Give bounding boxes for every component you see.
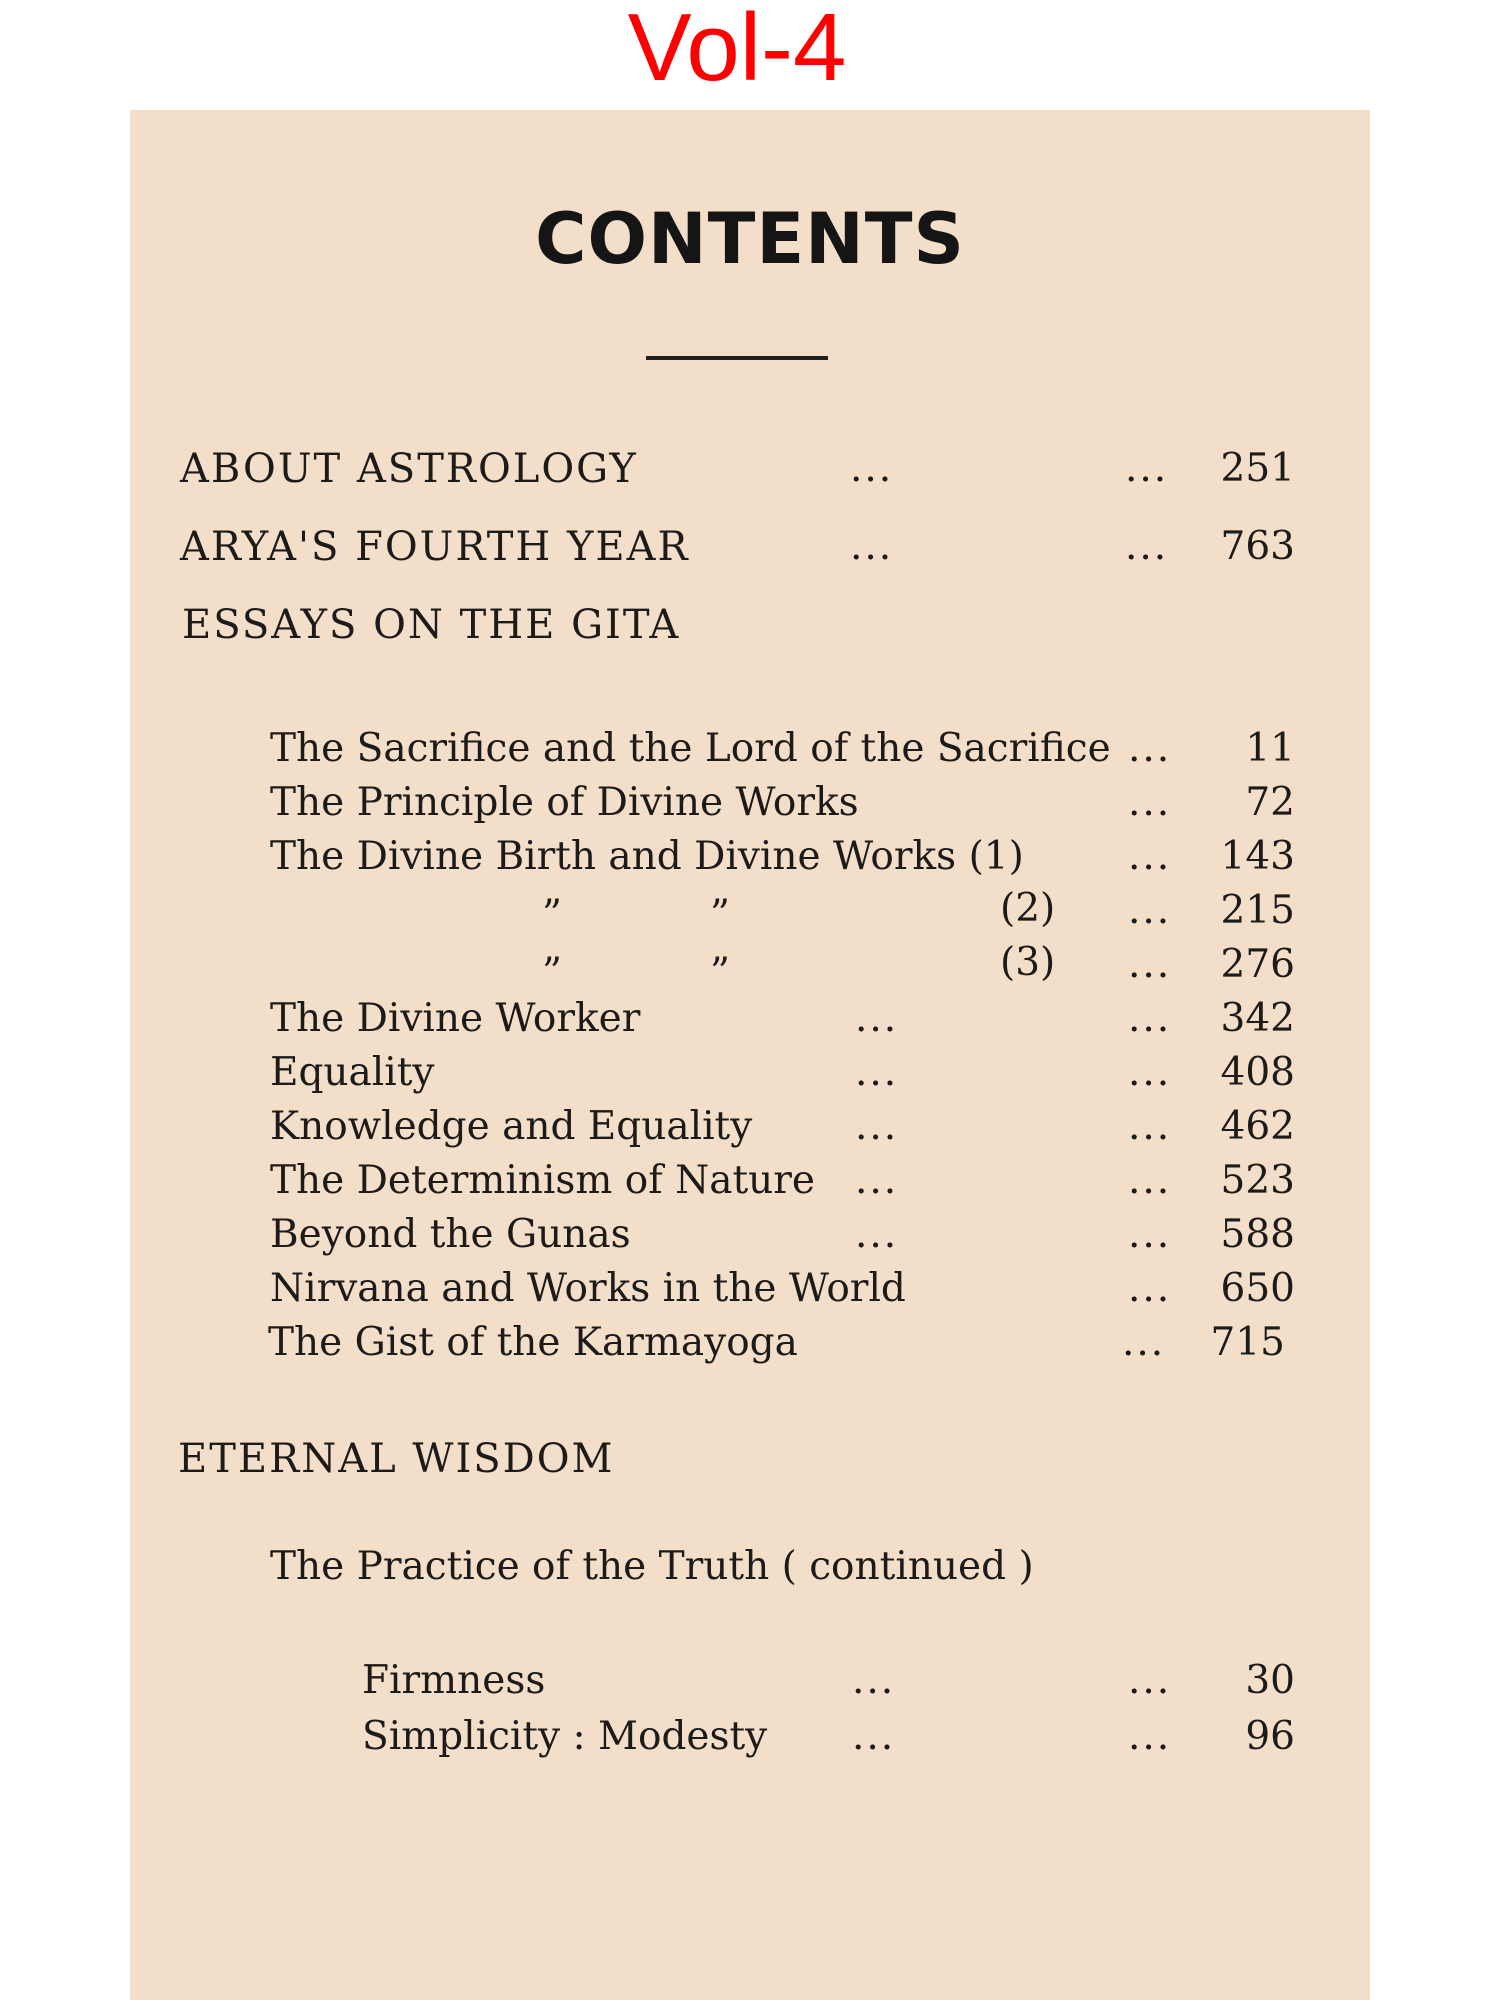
- ditto-mark: ”: [542, 892, 562, 937]
- gita-entry-title: Beyond the Gunas: [270, 1212, 631, 1257]
- page-number: 408: [1220, 1050, 1295, 1095]
- title-rule: [646, 356, 828, 360]
- section-title-eternal-wisdom: ETERNAL WISDOM: [178, 1436, 615, 1482]
- page-number: 715: [1210, 1320, 1285, 1365]
- section-title-aryas-year: ARYA'S FOURTH YEAR: [180, 524, 690, 570]
- gita-entry-title: Knowledge and Equality: [270, 1104, 753, 1149]
- leader-dots: ...: [1128, 1050, 1172, 1095]
- page-number: 462: [1220, 1104, 1295, 1149]
- section-title-gita: ESSAYS ON THE GITA: [182, 602, 681, 648]
- leader-dots: ...: [1128, 1158, 1172, 1203]
- leader-dots: ...: [852, 1658, 896, 1703]
- leader-dots: ...: [1125, 524, 1169, 569]
- gita-entry-title: (3): [1000, 940, 1056, 985]
- section-title-astrology: ABOUT ASTROLOGY: [180, 446, 638, 492]
- leader-dots: ...: [1128, 1266, 1172, 1311]
- leader-dots: ...: [1128, 1714, 1172, 1759]
- leader-dots: ...: [1128, 1104, 1172, 1149]
- gita-entry-title: The Divine Birth and Divine Works (1): [270, 834, 1024, 879]
- leader-dots: ...: [855, 1104, 899, 1149]
- gita-entry-title: The Gist of the Karmayoga: [268, 1320, 798, 1365]
- leader-dots: ...: [1128, 996, 1172, 1041]
- volume-banner: Vol-4: [627, 0, 847, 101]
- page-number: 143: [1220, 834, 1295, 879]
- page-number: 251: [1220, 446, 1295, 491]
- leader-dots: ...: [1128, 726, 1172, 771]
- leader-dots: ...: [855, 1050, 899, 1095]
- page-title: CONTENTS: [535, 198, 965, 280]
- gita-entry-title: The Determinism of Nature: [270, 1158, 815, 1203]
- page-number: 650: [1220, 1266, 1295, 1311]
- ditto-mark: ”: [710, 892, 730, 937]
- leader-dots: ...: [1128, 942, 1172, 987]
- gita-entry-title: The Divine Worker: [270, 996, 641, 1041]
- leader-dots: ...: [1128, 888, 1172, 933]
- page-number: 30: [1245, 1658, 1295, 1703]
- ditto-mark: ”: [710, 950, 730, 995]
- gita-entry-title: The Principle of Divine Works: [270, 780, 859, 825]
- wisdom-entry-title: Simplicity : Modesty: [362, 1714, 768, 1759]
- page-number: 96: [1245, 1714, 1295, 1759]
- page-number: 763: [1220, 524, 1295, 569]
- gita-entry-title: The Sacrifice and the Lord of the Sacrifice: [270, 726, 1111, 771]
- leader-dots: ...: [855, 996, 899, 1041]
- leader-dots: ...: [850, 446, 894, 491]
- page-number: 588: [1220, 1212, 1295, 1257]
- contents-page: [130, 110, 1370, 2000]
- ditto-mark: ”: [542, 950, 562, 995]
- page-number: 523: [1220, 1158, 1295, 1203]
- leader-dots: ...: [1125, 446, 1169, 491]
- page-number: 215: [1220, 888, 1295, 933]
- leader-dots: ...: [850, 524, 894, 569]
- leader-dots: ...: [1128, 1658, 1172, 1703]
- leader-dots: ...: [1128, 780, 1172, 825]
- wisdom-entry-title: Firmness: [362, 1658, 546, 1703]
- gita-entry-title: Nirvana and Works in the World: [270, 1266, 906, 1311]
- page-number: 342: [1220, 996, 1295, 1041]
- page-number: 72: [1245, 780, 1295, 825]
- leader-dots: ...: [1128, 834, 1172, 879]
- gita-entry-title: Equality: [270, 1050, 435, 1095]
- leader-dots: ...: [855, 1158, 899, 1203]
- leader-dots: ...: [852, 1714, 896, 1759]
- leader-dots: ...: [1122, 1320, 1166, 1365]
- wisdom-subtitle: The Practice of the Truth ( continued ): [270, 1544, 1034, 1589]
- gita-entry-title: (2): [1000, 886, 1056, 931]
- leader-dots: ...: [1128, 1212, 1172, 1257]
- page-number: 11: [1245, 726, 1295, 771]
- leader-dots: ...: [855, 1212, 899, 1257]
- page-number: 276: [1220, 942, 1295, 987]
